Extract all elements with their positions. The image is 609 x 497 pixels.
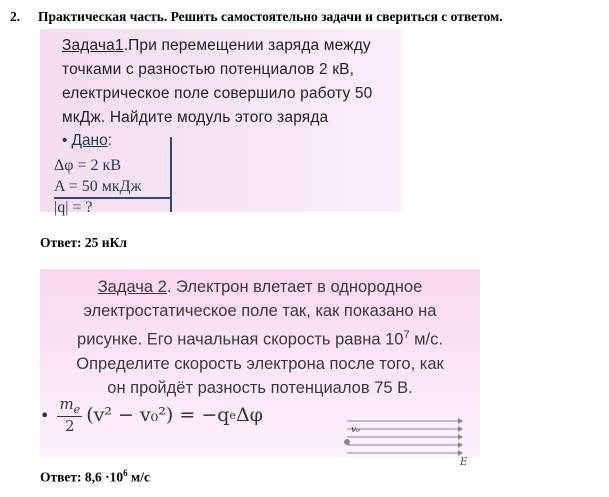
field-diagram — [303, 418, 473, 468]
bullet-icon: • — [40, 405, 50, 425]
task1-panel — [40, 29, 401, 216]
task2-label: Задача 2 — [97, 278, 167, 296]
field-label: E — [460, 457, 468, 468]
section-heading — [10, 9, 605, 25]
electron-icon — [344, 439, 350, 445]
task2-line-2: электростатическое поле так, как показано на — [83, 302, 437, 320]
given-heading: • Дано: — [62, 132, 113, 149]
task1-text — [62, 34, 402, 130]
answer-2: Ответ: $8,6 \cdot 10^6$ м/с — [40, 468, 150, 485]
formula-body: (v² − v₀²) = −q — [86, 404, 230, 426]
section-number: 2. — [10, 9, 21, 24]
given-charge: |q| = ? — [54, 199, 93, 216]
task1-line-2: точками с разностью потенциалов 2 кВ, — [62, 61, 355, 78]
task1-label: Задача1 — [62, 37, 124, 54]
task1-line-1: Задача1.При перемещении заряда между — [62, 37, 371, 54]
task1-line-3: електрическое поле совершило работу 50 — [62, 85, 373, 102]
energy-formula — [40, 393, 263, 437]
field-lines — [347, 421, 458, 453]
given-values — [54, 155, 204, 218]
task2-line-1: Задача 2. Электрон влетает в однородное — [97, 278, 423, 296]
task2-text — [40, 275, 480, 400]
task1-line-4: мкДж. Найдите модуль этого заряда — [62, 109, 329, 126]
given-label: Дано — [71, 132, 108, 149]
answer-1: Ответ: 25 нКл — [40, 235, 127, 250]
task2-line-5: он пройдёт разность потенциалов 75 В. — [107, 378, 413, 397]
section-title: Практическая часть. Решить самостоятельно задачи и свериться с ответом. — [38, 9, 503, 24]
given-divider-vertical — [170, 137, 172, 212]
task2-line-3: рисунке. Его начальная скорость равна $10^7$ м/с. — [77, 329, 443, 349]
given-work: A = 50 мкДж — [54, 178, 142, 195]
field-arrowheads — [458, 418, 463, 456]
mass-fraction: $\frac{m_e}{2}$ — [59, 395, 81, 435]
velocity-label: v₀ — [351, 425, 360, 435]
task2-line-4: Определите скорость электрона после того, как — [76, 354, 444, 373]
answer-exponent: 6 — [123, 468, 128, 478]
given-divider-horizontal — [54, 197, 172, 199]
formula-charge-sub: e — [229, 408, 236, 422]
speed-exponent: 7 — [403, 329, 410, 341]
formula-tail: Δφ — [235, 404, 263, 426]
given-delta-phi: Δφ = 2 кВ — [54, 157, 121, 174]
bullet-icon: • — [62, 132, 68, 149]
